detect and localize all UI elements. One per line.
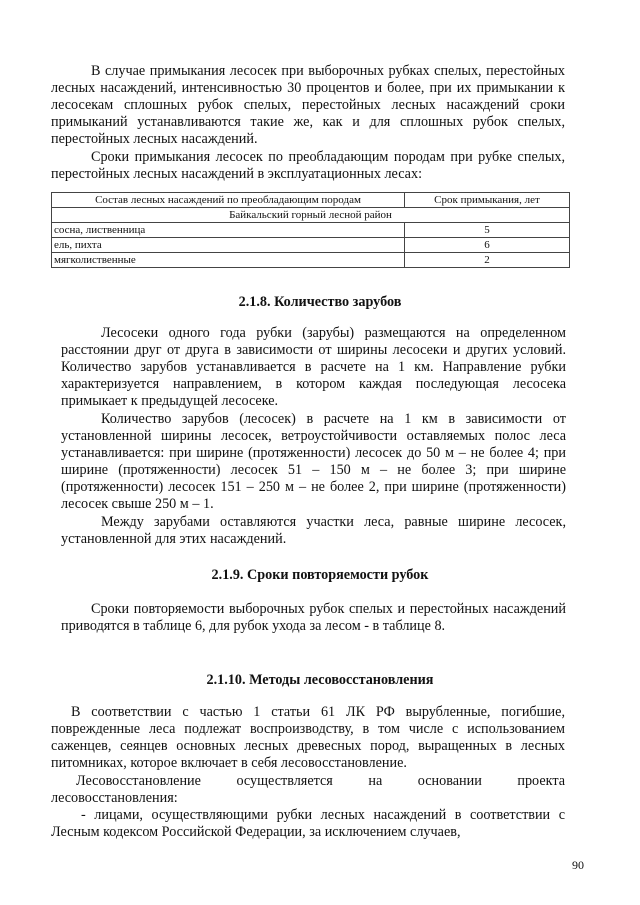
paragraph-adjacency-selective: В случае примыкания лесосек при выборочных рубках спелых, перестойных лесных насаждений, интенсивностью 30 процентов и более, при их примыкании к лесосекам сплошных рубок спелых, перестойных лесных насаждений сроки примыканий устанавливаются такие же, как и для сплошных рубок спелых, перестойных лесных насаждений. — [51, 63, 565, 147]
page-number: 90 — [572, 858, 584, 872]
table-cell-species: ель, пихта — [52, 238, 405, 253]
paragraph-adjacency-terms-intro: Сроки примыкания лесосек по преобладающим породам при рубке спелых, перестойных лесных насаждений в эксплуатационных лесах: — [51, 149, 565, 182]
table-row — [52, 223, 570, 238]
section-heading-cuts-count: 2.1.8. Количество зарубов — [238, 294, 402, 310]
table-cell-species: сосна, лиственница — [52, 223, 405, 238]
paragraph-cuts-definition: Лесосеки одного года рубки (зарубы) размещаются на определенном расстоянии друг от друга в зависимости от ширины лесосеки и других условий. Количество зарубов устанавливается в расчете на 1 км. Направление рубки характеризуется направлением, в котором каждая последующая лесосека примыкает к предыдущей лесосеке. — [61, 325, 566, 409]
table-header-years: Срок примыкания, лет — [405, 193, 570, 208]
paragraph-repeat-terms: Сроки повторяемости выборочных рубок спелых и перестойных насаждений приводятся в таблице 6, для рубок ухода за лесом - в таблице 8. — [61, 601, 566, 634]
table-cell-years: 6 — [405, 238, 570, 253]
table-header-row — [52, 193, 570, 208]
table-region-row — [52, 208, 570, 223]
table-row — [52, 253, 570, 268]
table-cell-years: 2 — [405, 253, 570, 268]
paragraph-cuts-per-km: Количество зарубов (лесосек) в расчете на 1 км в зависимости от установленной ширины лесосек, ветроустойчивости оставляемых полос леса устанавливается: при ширине (протяженности) лесосек до 50 м – не более 4; при ширине (протяженности) лесосек 51 – 150 м – не более 3; при ширине (протяженности) лесосек 151 – 250 м – не более 2, при ширине (протяженности) лесосек свыше 250 м – 1. — [61, 411, 566, 512]
table-header-species: Состав лесных насаждений по преобладающим породам — [52, 193, 405, 208]
section-heading-repeat-terms: 2.1.9. Сроки повторяемости рубок — [211, 567, 429, 583]
table-cell-species: мягколиственные — [52, 253, 405, 268]
paragraph-between-cuts: Между зарубами оставляются участки леса, равные ширине лесосек, установленной для этих насаждений. — [61, 514, 566, 547]
table-cell-years: 5 — [405, 223, 570, 238]
paragraph-reforestation-law: В соответствии с частью 1 статьи 61 ЛК РФ вырубленные, погибшие, поврежденные леса подлежат воспроизводству, в том числе с использованием саженцев, сеянцев основных лесных древесных пород, выращенных в лесных питомниках, которое включает в себя лесовосстановление. — [51, 704, 565, 771]
adjacency-terms-table — [51, 192, 570, 268]
table-row — [52, 238, 570, 253]
paragraph-reforestation-persons: - лицами, осуществляющими рубки лесных насаждений в соответствии с Лесным кодексом Российской Федерации, за исключением случаев, — [51, 807, 565, 840]
paragraph-reforestation-project: Лесовосстановление осуществляется на основании проекта лесовосстановления: — [51, 773, 565, 806]
table-region-cell: Байкальский горный лесной район — [52, 208, 570, 223]
section-heading-reforestation: 2.1.10. Методы лесовосстановления — [206, 672, 434, 688]
